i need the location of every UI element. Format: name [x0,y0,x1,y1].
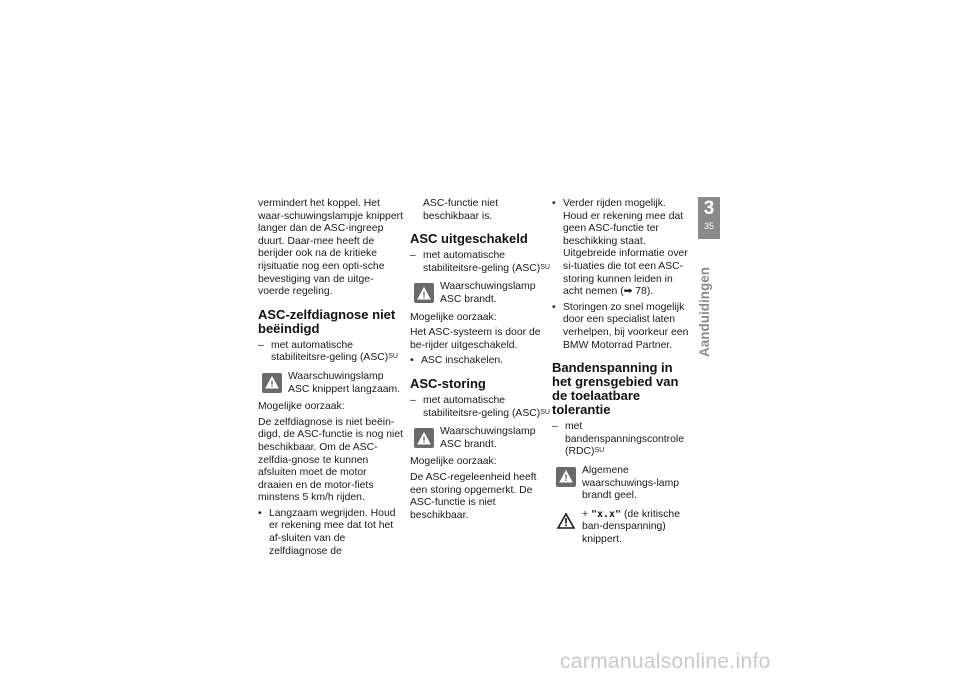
equipment-note: – met automatische stabiliteitsre-geling (ASC)$^{SU}$ [410,395,555,420]
cause-text: Het ASC-systeem is door de be-rijder uitgeschakeld. [410,327,541,351]
warning-block [414,281,555,306]
cause-label: Mogelijke oorzaak: [410,311,497,323]
warning-text: Waarschuwingslamp ASC brandt. [440,281,536,305]
tyre-warning-icon [556,511,576,531]
warning-block [414,426,555,451]
cause-label: Mogelijke oorzaak: [410,456,497,468]
bullet-item: • Langzaam wegrijden. Houd er rekening mee dat tot het af-sluiten van de zelfdiagnose de [258,508,403,558]
plus-sign: + [582,508,589,520]
warning-text: Waarschuwingslamp ASC knippert langzaam. [288,370,401,395]
column-3 [552,198,692,551]
equipment-note: – met automatische stabiliteitsre-geling (ASC)$^{SU}$ [410,250,555,275]
equipment-note: – met automatische stabiliteitsre-geling (ASC)$^{SU}$ [258,340,403,365]
equipment-note: – met bandenspanningscontrole (RDC)$^{SU}$ [552,421,692,459]
warning-triangle-icon [556,467,576,487]
page-reference[interactable]: (➡ 78). [620,286,654,298]
display-text: (de kritische ban-denspanning) knippert. [582,508,680,545]
column-1 [258,198,403,561]
heading-asc-fault: ASC-storing [410,375,486,391]
column-2 [410,198,555,525]
warning-triangle-icon [414,428,434,448]
watermark: carmanualsonline.info [560,650,771,673]
warning-block [556,465,692,503]
heading-tyre-pressure: Bandenspanning in het grensgebied van de toelaatbare tolerantie [552,360,679,418]
bullet-item: • Storingen zo snel mogelijk door een specialist laten verhelpen, bij voorkeur een BMW Motorrad Partner. [552,302,692,352]
warning-triangle-icon [414,283,434,303]
chapter-number: 3 [703,198,715,219]
warning-triangle-icon [262,373,282,393]
continued-text: ASC-functie niet beschikbaar is. [423,198,499,222]
bullet-item: • ASC inschakelen. [410,355,555,368]
warning-text: Algemene waarschuwings-lamp brandt geel. [582,464,680,502]
heading-asc-selfdiagnosis: ASC-zelfdiagnose niet beëindigd [258,306,396,336]
display-block [556,509,692,547]
warning-block [262,371,403,396]
intro-text: vermindert het koppel. Het waar-schuwingslampje knippert langer dan de ASC-ingreep duurt. Daar-mee heeft de berijder ook na de kritieke rijsituatie nog een opti-sche bevestiging van de uitge-voerde regeling. [258,198,403,298]
chapter-tab [698,197,720,239]
bullet-item: • Verder rijden mogelijk. Houd er rekening mee dat geen ASC-functie ter beschikking staat. Uitgebreide informatie over si-tuaties die tot een ASC-storing kunnen leiden in acht nemen (➡ 78). [552,198,692,299]
cause-text: De zelfdiagnose is niet beëin-digd, de ASC-functie is nog niet beschikbaar. Om de ASC-zelfdia-gnose te kunnen afsluiten moet de motor draaien en de motor-fiets minstens 5 km/h rijden. [258,416,403,504]
warning-text: Waarschuwingslamp ASC brandt. [440,426,536,450]
cause-label: Mogelijke oorzaak: [258,401,345,413]
heading-asc-off: ASC uitgeschakeld [410,231,528,247]
cause-text: De ASC-regeleenheid heeft een storing opgemerkt. De ASC-functie is niet beschikbaar. [410,471,537,521]
display-code: "x.x" [590,508,622,520]
section-label: Aanduidingen [697,267,712,357]
page-number: 35 [703,221,714,231]
